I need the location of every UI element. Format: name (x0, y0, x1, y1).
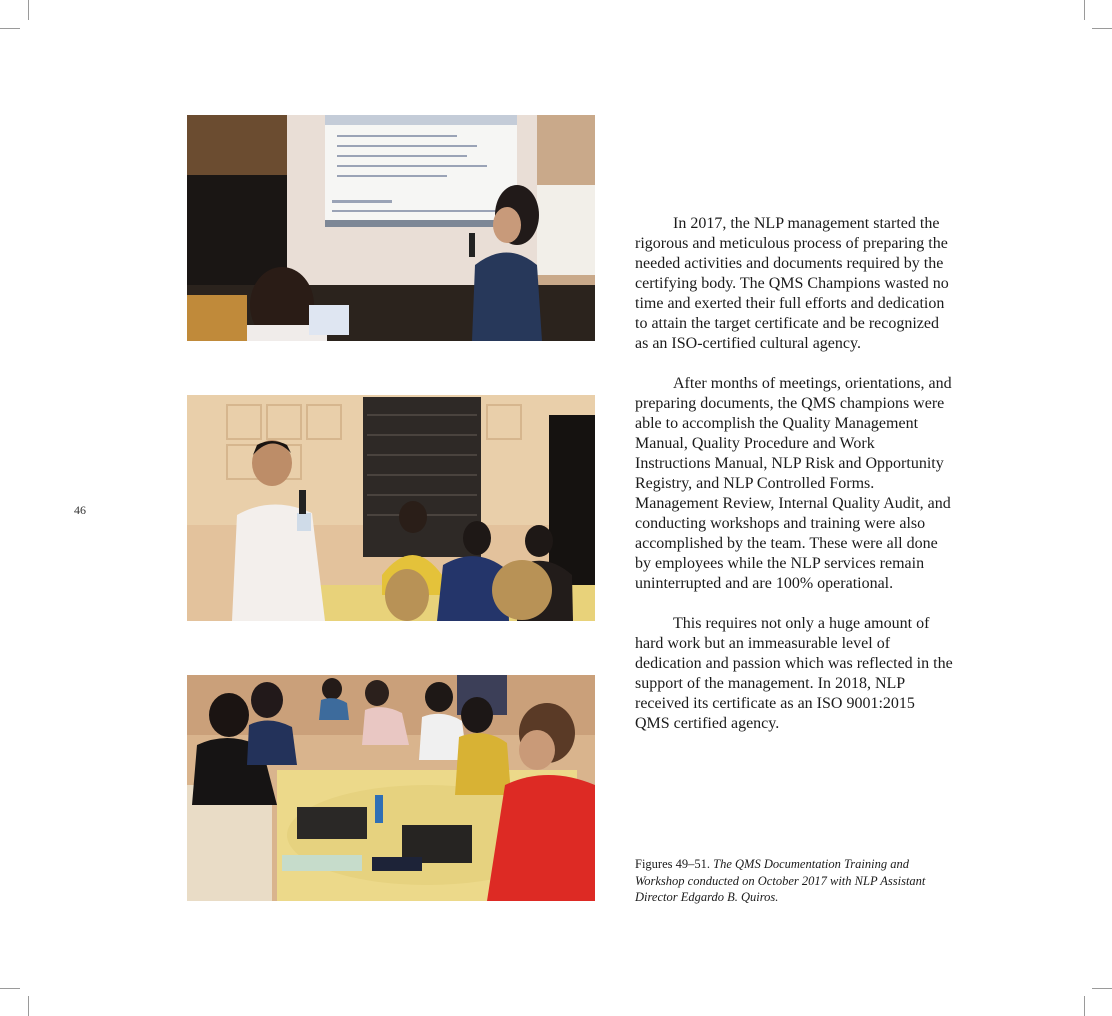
body-paragraph: In 2017, the NLP management started the rigorous and meticulous process of preparing the needed activities and documents required by the certifying body. The QMS Champions wasted no time and exerted their full efforts and dedication to attain the target certificate and be recognized as an ISO-certified cultural agency. (635, 215, 949, 352)
crop-mark-top-right-h (1092, 28, 1112, 29)
caption-label: Figures 49–51. (635, 857, 714, 871)
caption-text: The QMS Documentation Training and Workshop conducted on October 2017 with NLP Assistant Director Edgardo B. Quiros. (635, 857, 926, 904)
figure-caption (635, 856, 945, 906)
crop-mark-bottom-left (28, 996, 29, 1016)
page-number: 46 (74, 503, 86, 517)
crop-mark-top-left (28, 0, 29, 20)
crop-mark-bottom-left-h (0, 988, 20, 989)
crop-mark-bottom-right-h (1092, 988, 1112, 989)
speaker-photo (187, 395, 595, 621)
crop-mark-bottom-right (1084, 996, 1085, 1016)
crop-mark-top-right (1084, 0, 1085, 20)
workshop-photo (187, 675, 595, 901)
body-text (635, 214, 953, 754)
body-paragraph: This requires not only a huge amount of hard work but an immeasurable level of dedication and passion which was reflected in the support of the management. In 2018, NLP received its certificate as an ISO 9001:2015 QMS certified agency. (635, 615, 953, 732)
presentation-photo (187, 115, 595, 341)
body-paragraph: After months of meetings, orientations, and preparing documents, the QMS champions were able to accomplish the Quality Management Manual, Quality Procedure and Work Instructions Manual, NLP Risk and Opportunity Registry, and NLP Controlled Forms. Management Review, Internal Quality Audit, and conducting workshops and training were also accomplished by the team. These were all done by employees while the NLP services remain uninterrupted and are 100% operational. (635, 375, 952, 592)
crop-mark-top-left-h (0, 28, 20, 29)
